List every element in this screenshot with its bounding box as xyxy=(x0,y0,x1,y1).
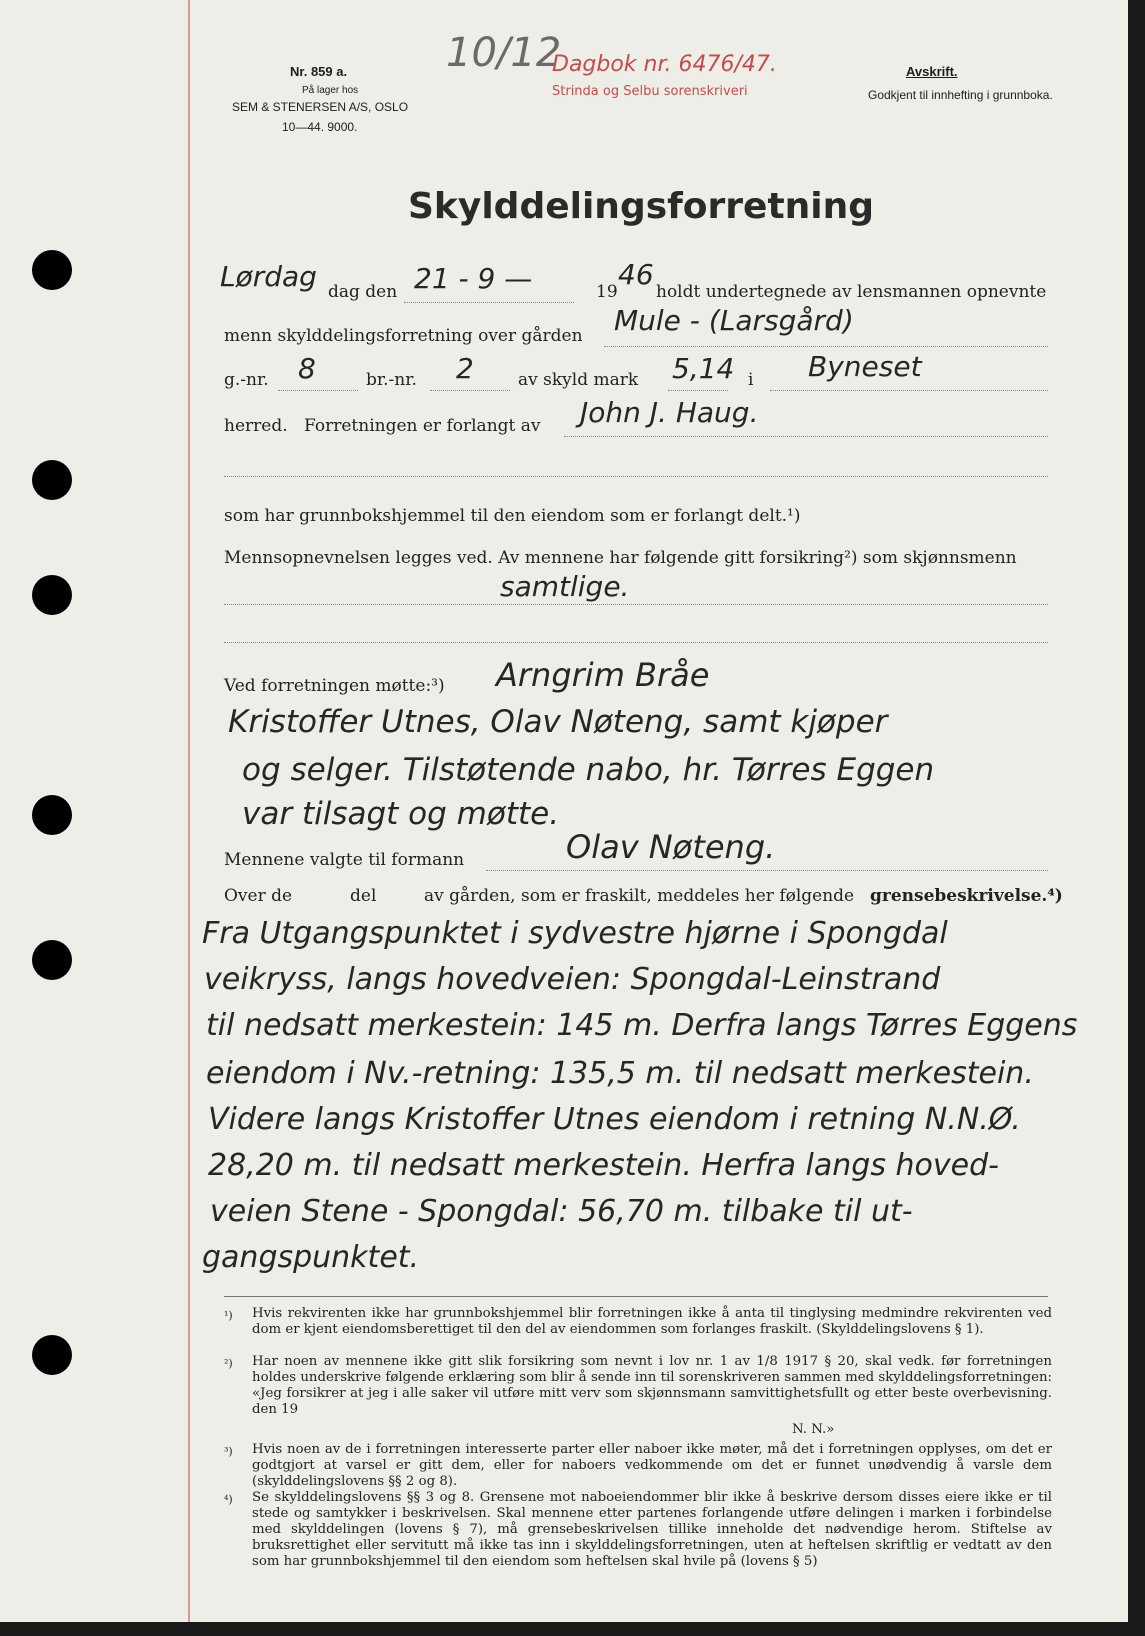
gnr-label: g.-nr. xyxy=(224,370,269,390)
met-line-3: og selger. Tilstøtende nabo, hr. Tørres Eggen xyxy=(242,752,935,788)
margin-line xyxy=(188,0,190,1622)
printer-line: På lager hos xyxy=(302,85,359,96)
footnote-text: Hvis noen av de i forretningen interesserte parter eller naboer ikke møter, må det i forretningen opplyses, om det er godtgjort at varsel er gitt dem, eller for naboers vedkommende om det er funnet unødvendig å varsle dem (skylddelingslovens §§ 2 og 8). xyxy=(252,1442,1052,1489)
year-prefix: 19 xyxy=(596,282,618,302)
dotted-line xyxy=(430,390,510,391)
boundary-text: av gården, som er fraskilt, meddeles her følgende xyxy=(424,886,855,906)
dotted-line xyxy=(224,604,1048,605)
form-number: Nr. 859 a. xyxy=(290,64,348,79)
print-code: 10—44. 9000. xyxy=(282,120,358,134)
dotted-line xyxy=(604,346,1048,347)
boundary-del: del xyxy=(350,886,377,906)
boundary-line-8: gangspunktet. xyxy=(202,1240,420,1275)
grunnbok-text: som har grunnbokshjemmel til den eiendom som er forlangt delt.¹) xyxy=(224,506,801,526)
boundary-line-7: veien Stene - Spongdal: 56,70 m. tilbake til ut- xyxy=(210,1194,913,1229)
copy-label: Avskrift. xyxy=(906,64,958,79)
footnote-number: ³) xyxy=(224,1445,233,1458)
dotted-line xyxy=(224,642,1048,643)
bnr-value: 2 xyxy=(456,352,474,385)
year-handwritten: 46 xyxy=(618,258,654,291)
printer-name: SEM & STENERSEN A/S, OSLO xyxy=(232,100,409,114)
line2-text: menn skylddelingsforretning over gården xyxy=(224,326,583,346)
dotted-line xyxy=(564,436,1048,437)
dotted-line xyxy=(668,390,728,391)
footnote-separator xyxy=(224,1296,1048,1297)
footnote-signature: N. N.» xyxy=(792,1422,835,1437)
dotted-line xyxy=(278,390,358,391)
journal-stamp: Dagbok nr. 6476/47. xyxy=(552,52,777,77)
approval-text: Godkjent til innhefting i grunnboka. xyxy=(868,88,1053,102)
page-title: Skylddelingsforretning xyxy=(408,186,875,227)
herred-label: herred. xyxy=(224,416,288,436)
punch-hole xyxy=(32,575,72,615)
line1-text: holdt undertegnede av lensmannen opnevnte xyxy=(656,282,1047,302)
pencil-mark: 10/12 xyxy=(446,30,562,76)
punch-hole xyxy=(32,250,72,290)
date-handwritten: 21 - 9 — xyxy=(414,262,533,295)
punch-hole xyxy=(32,940,72,980)
bnr-label: br.-nr. xyxy=(366,370,417,390)
chairman: Olav Nøteng. xyxy=(566,828,776,866)
dotted-line xyxy=(404,302,574,303)
met-line-2: Kristoffer Utnes, Olav Nøteng, samt kjøper xyxy=(228,704,888,740)
skyld-value: 5,14 xyxy=(672,352,735,385)
chair-label: Mennene valgte til formann xyxy=(224,850,465,870)
requested-by: John J. Haug. xyxy=(580,396,759,429)
boundary-line-6: 28,20 m. til nedsatt merkestein. Herfra langs hoved- xyxy=(208,1148,999,1183)
boundary-line-1: Fra Utgangspunktet i sydvestre hjørne i Spongdal xyxy=(202,916,948,951)
municipality: Byneset xyxy=(808,350,922,383)
skyld-label: av skyld mark xyxy=(518,370,639,390)
met-line-4: var tilsagt og møtte. xyxy=(242,796,560,832)
boundary-line-3: til nedsatt merkestein: 145 m. Derfra langs Tørres Eggens xyxy=(206,1008,1078,1043)
footnote-number: ²) xyxy=(224,1357,233,1370)
gnr-value: 8 xyxy=(298,352,316,385)
boundary-line-2: veikryss, langs hovedveien: Spongdal-Leinstrand xyxy=(204,962,941,997)
weekday-handwritten: Lørdag xyxy=(220,260,317,293)
i-label: i xyxy=(748,370,754,390)
boundary-line-4: eiendom i Nv.-retning: 135,5 m. til nedsatt merkestein. xyxy=(206,1056,1034,1091)
boundary-line-5: Videre langs Kristoffer Utnes eiendom i retning N.N.Ø. xyxy=(208,1102,1021,1137)
dotted-line xyxy=(486,870,1048,871)
footnote-number: ⁴) xyxy=(224,1493,233,1506)
punch-hole xyxy=(32,795,72,835)
requested-by-label: Forretningen er forlangt av xyxy=(304,416,541,436)
met-line-1: Arngrim Bråe xyxy=(496,656,710,694)
met-label: Ved forretningen møtte:³) xyxy=(224,676,445,696)
footnote-number: ¹) xyxy=(224,1309,233,1322)
punch-hole xyxy=(32,460,72,500)
footnote-text: Hvis rekvirenten ikke har grunnbokshjemmel blir forretningen ikke å anta til tinglysing medmindre rekvirenten ved dom er kjent eiendomsberettiget til den del av eiendommen som forlanges fraskilt. (Skylddelingslovens § 1). xyxy=(252,1306,1052,1337)
date-label: dag den xyxy=(328,282,398,302)
court-stamp: Strinda og Selbu sorenskriveri xyxy=(552,84,748,99)
footnote-text: Har noen av mennene ikke gitt slik forsikring som nevnt i lov nr. 1 av 1/8 1917 § 20, skal vedk. før forretningen holdes underskrive følgende erklæring som blir å sende inn til sorenskriveren sammen med skylddelingsforretningen: «Jeg forsikrer at jeg i alle saker vil utføre mitt verv som skjønnsmann samvittighetsfullt og etter beste overbevisning. den 19 xyxy=(252,1354,1052,1417)
sworn-handwritten: samtlige. xyxy=(500,570,630,603)
farm-name: Mule - (Larsgård) xyxy=(614,304,854,337)
dotted-line xyxy=(770,390,1048,391)
boundary-bold: grensebeskrivelse.⁴) xyxy=(870,886,1063,906)
punch-hole xyxy=(32,1335,72,1375)
dotted-line xyxy=(224,476,1048,477)
footnote-text: Se skylddelingslovens §§ 3 og 8. Grensene mot naboeiendommer blir ikke å beskrive dersom disses eiere ikke er til stede og samtykker i beskrivelsen. Skal mennene etter partenes forlangende utføre delingen i marken i forbindelse med skylddelingen (lovens § 7), må grensebeskrivelsen tillike inneholde det nødvendige herom. Stiftelse av bruksrettighet eller servitutt må ikke tas inn i skylddelingsforretningen, uten at heftelsen skriftlig er vedtatt av den som har grunnbokshjemmel til den eiendom som heftelsen skal hvile på (lovens § 5) xyxy=(252,1490,1052,1569)
men-text: Mennsopnevnelsen legges ved. Av mennene har følgende gitt forsikring²) som skjønnsmenn xyxy=(224,548,1017,568)
boundary-over: Over de xyxy=(224,886,293,906)
